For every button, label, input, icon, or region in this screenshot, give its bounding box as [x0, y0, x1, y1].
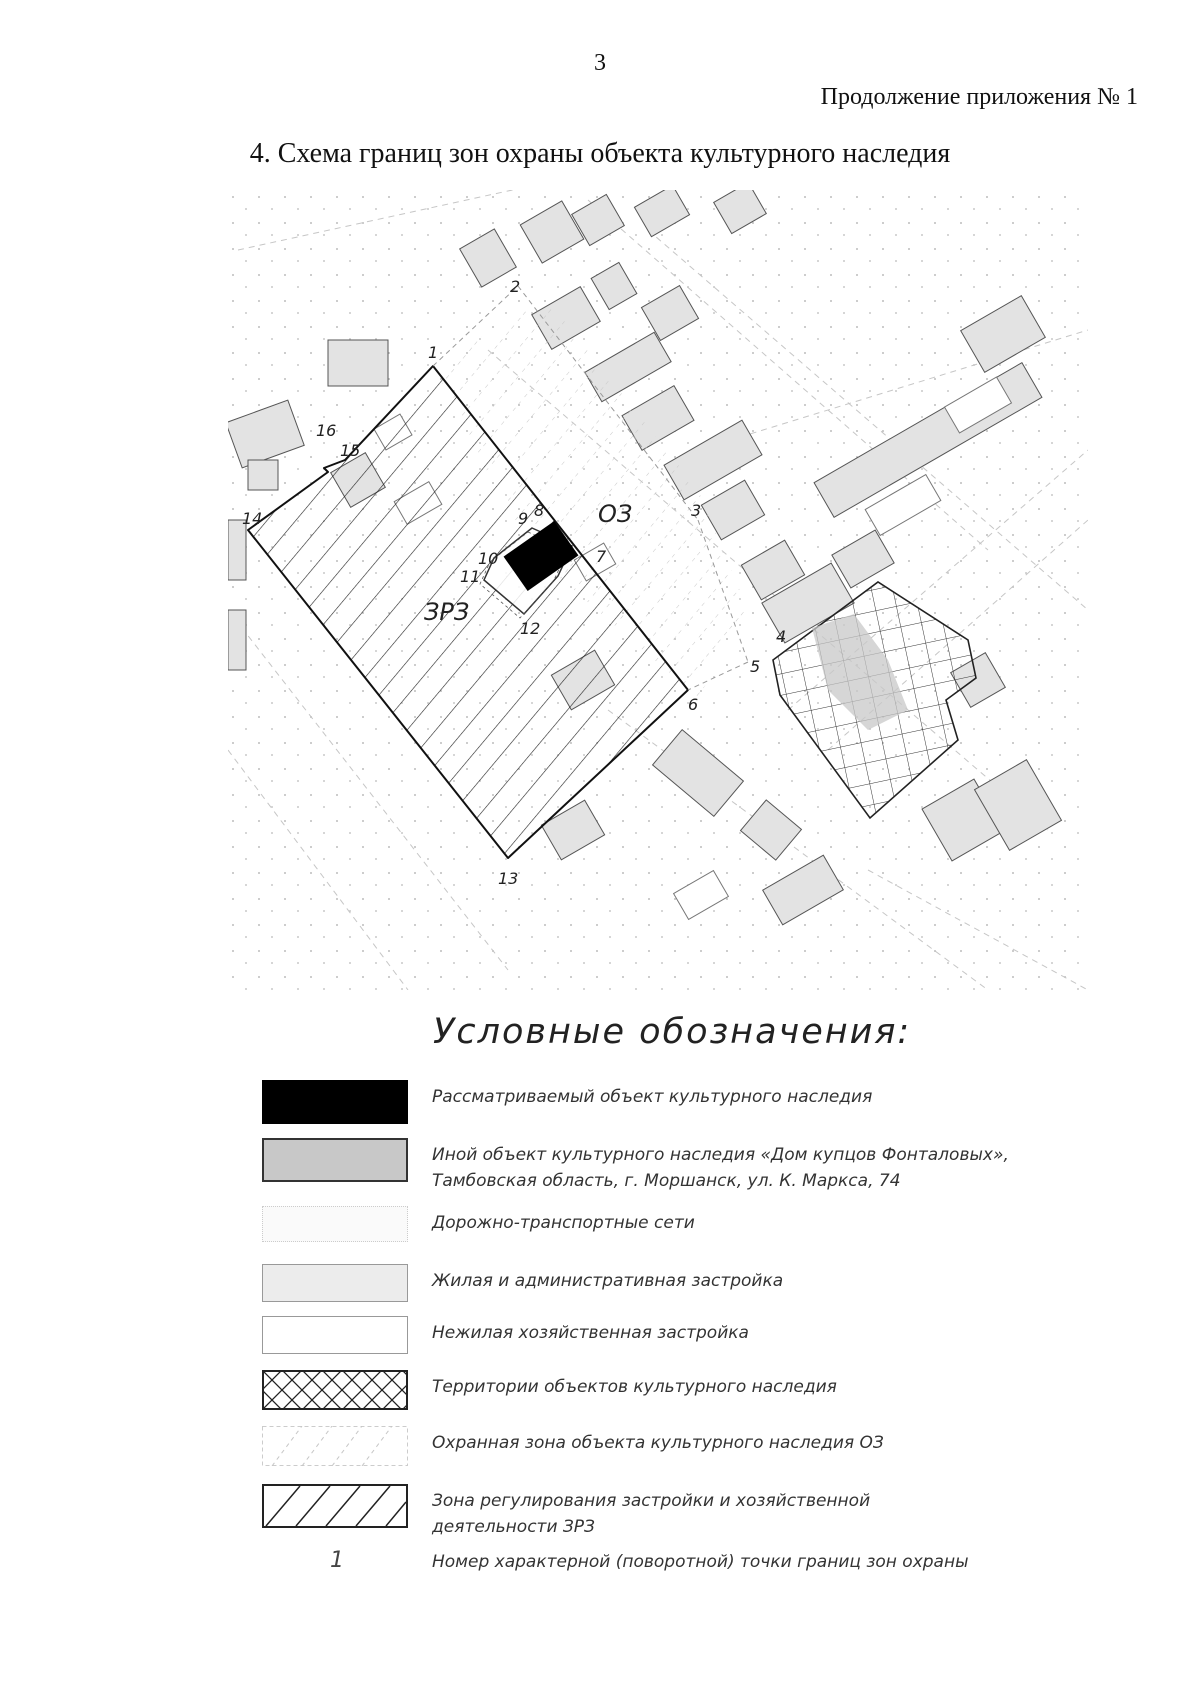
point-label-2: 2 — [510, 277, 521, 296]
legend-swatch-oz — [262, 1426, 408, 1466]
point-label-15: 15 — [340, 441, 361, 460]
legend-swatch-territories — [262, 1370, 408, 1410]
legend-text-object: Рассматриваемый объект культурного наследия — [432, 1087, 873, 1107]
legend-sample-point-number: 1 — [330, 1548, 344, 1573]
point-label-6: 6 — [688, 695, 699, 714]
zone-boundary-map — [228, 190, 1088, 990]
legend-text-zrz-line2: деятельности ЗРЗ — [432, 1517, 595, 1537]
point-label-4: 4 — [776, 627, 787, 646]
zone-label-oz: ОЗ — [598, 500, 633, 528]
legend-text-point-number: Номер характерной (поворотной) точки границ зон охраны — [432, 1552, 969, 1572]
point-label-9: 9 — [518, 509, 529, 528]
point-label-1: 1 — [428, 343, 439, 362]
point-label-8: 8 — [534, 501, 545, 520]
legend-text-oz: Охранная зона объекта культурного наследия ОЗ — [432, 1433, 884, 1453]
appendix-label: Продолжение приложения № 1 — [820, 84, 1138, 110]
legend-text-roads: Дорожно-транспортные сети — [432, 1213, 695, 1233]
legend-swatch-nonresidential — [262, 1316, 408, 1354]
point-label-10: 10 — [478, 549, 499, 568]
point-label-12: 12 — [520, 619, 541, 638]
legend-title: Условные обозначения: — [433, 1012, 912, 1052]
point-label-13: 13 — [498, 869, 519, 888]
legend-text-zrz-line1: Зона регулирования застройки и хозяйственной — [432, 1491, 871, 1511]
legend-text-residential: Жилая и административная застройка — [432, 1271, 784, 1291]
legend-text-territories: Территории объектов культурного наследия — [432, 1377, 837, 1397]
legend-swatch-residential — [262, 1264, 408, 1302]
legend-text-other-line1: Иной объект культурного наследия «Дом купцов Фонталовых», — [432, 1145, 1009, 1165]
page-number: 3 — [594, 50, 606, 76]
legend-text-nonresidential: Нежилая хозяйственная застройка — [432, 1323, 749, 1343]
point-label-7: 7 — [596, 547, 607, 566]
zone-label-zrz: ЗРЗ — [424, 598, 470, 626]
point-label-5: 5 — [750, 657, 761, 676]
point-label-14: 14 — [242, 509, 263, 528]
legend-swatch-zrz — [262, 1484, 408, 1528]
legend-swatch-other-object — [262, 1138, 408, 1182]
legend-swatch-roads — [262, 1206, 408, 1242]
point-label-3: 3 — [691, 501, 702, 520]
legend-swatch-object — [262, 1080, 408, 1124]
point-label-16: 16 — [316, 421, 337, 440]
document-title: 4. Схема границ зон охраны объекта культурного наследия — [249, 138, 951, 169]
legend-text-other-line2: Тамбовская область, г. Моршанск, ул. К. Маркса, 74 — [432, 1171, 901, 1191]
point-label-11: 11 — [460, 567, 481, 586]
